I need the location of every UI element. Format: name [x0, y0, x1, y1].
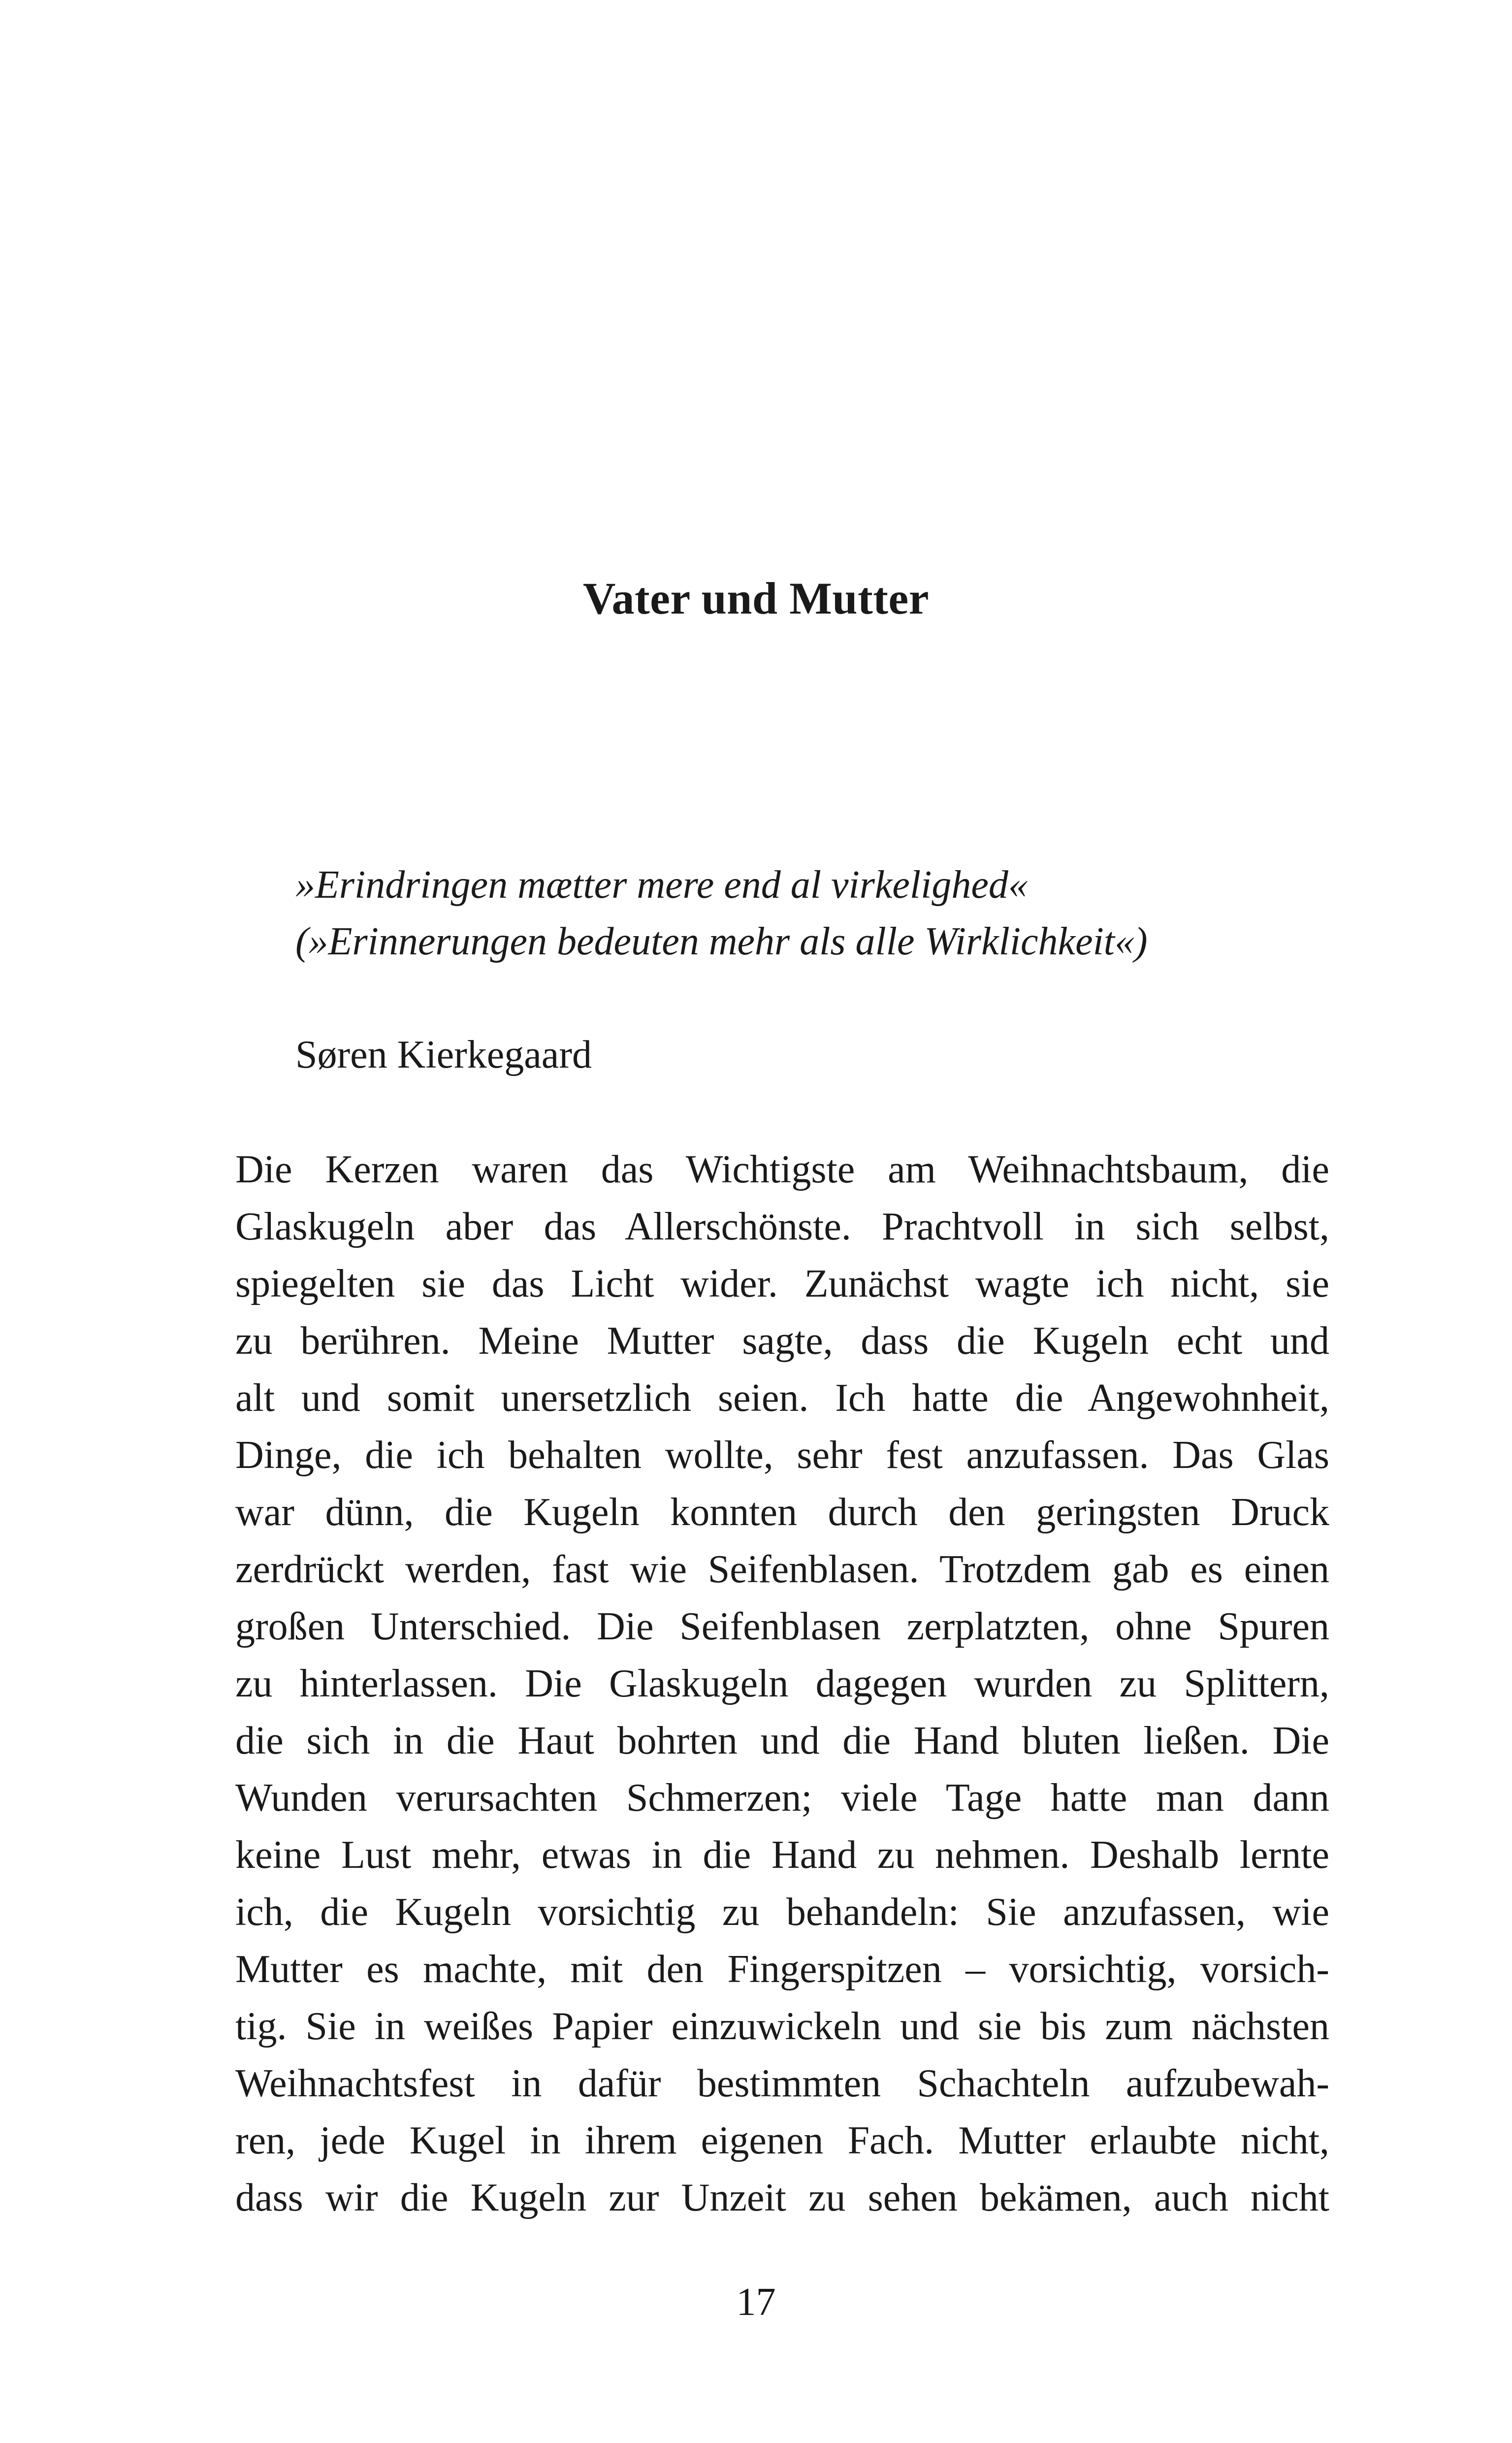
text-line: die sich in die Haut bohrten und die Hand bluten ließen. Die [235, 1719, 1329, 1762]
body-paragraph [235, 1141, 1329, 2226]
text-line: Wunden verursachten Schmerzen; viele Tage hatte man dann [235, 1776, 1329, 1820]
chapter-title: Vater und Mutter [582, 573, 930, 623]
text-line: Glaskugeln aber das Allerschönste. Prachtvoll in sich selbst, [235, 1205, 1329, 1248]
page-number: 17 [736, 2280, 776, 2324]
text-line: zerdrückt werden, fast wie Seifenblasen. Trotzdem gab es einen [235, 1548, 1329, 1591]
text-line: Weihnachtsfest in dafür bestimmten Schachteln aufzubewah- [235, 2062, 1329, 2105]
epigraph-translation-line: (»Erinnerungen bedeuten mehr als alle Wirklichkeit«) [295, 920, 1148, 963]
text-line: großen Unterschied. Die Seifenblasen zerplatzten, ohne Spuren [235, 1605, 1329, 1648]
text-line: ich, die Kugeln vorsichtig zu behandeln: Sie anzufassen, wie [235, 1890, 1329, 1934]
text-line: war dünn, die Kugeln konnten durch den geringsten Druck [235, 1491, 1329, 1534]
text-line: zu hinterlassen. Die Glaskugeln dagegen wurden zu Splittern, [235, 1662, 1329, 1705]
text-line: ren, jede Kugel in ihrem eigenen Fach. Mutter erlaubte nicht, [235, 2119, 1329, 2162]
text-line: Dinge, die ich behalten wollte, sehr fest anzufassen. Das Glas [235, 1433, 1329, 1477]
text-line: dass wir die Kugeln zur Unzeit zu sehen bekämen, auch nicht [235, 2176, 1329, 2219]
text-line: spiegelten sie das Licht wider. Zunächst wagte ich nicht, sie [235, 1262, 1329, 1305]
text-line: keine Lust mehr, etwas in die Hand zu nehmen. Deshalb lernte [235, 1833, 1329, 1877]
text-line: zu berühren. Meine Mutter sagte, dass die Kugeln echt und [235, 1319, 1329, 1363]
text-line: Mutter es machte, mit den Fingerspitzen – vorsichtig, vorsich- [235, 1948, 1329, 1991]
epigraph-author: Søren Kierkegaard [295, 1033, 592, 1076]
epigraph [295, 857, 1329, 1083]
text-line: alt und somit unersetzlich seien. Ich hatte die Angewohnheit, [235, 1376, 1329, 1420]
text-line: Die Kerzen waren das Wichtigste am Weihnachtsbaum, die [235, 1148, 1329, 1191]
text-line: tig. Sie in weißes Papier einzuwickeln und sie bis zum nächsten [235, 2005, 1329, 2048]
epigraph-quote-line: »Erindringen mætter mere end al virkelighed« [295, 863, 1028, 907]
